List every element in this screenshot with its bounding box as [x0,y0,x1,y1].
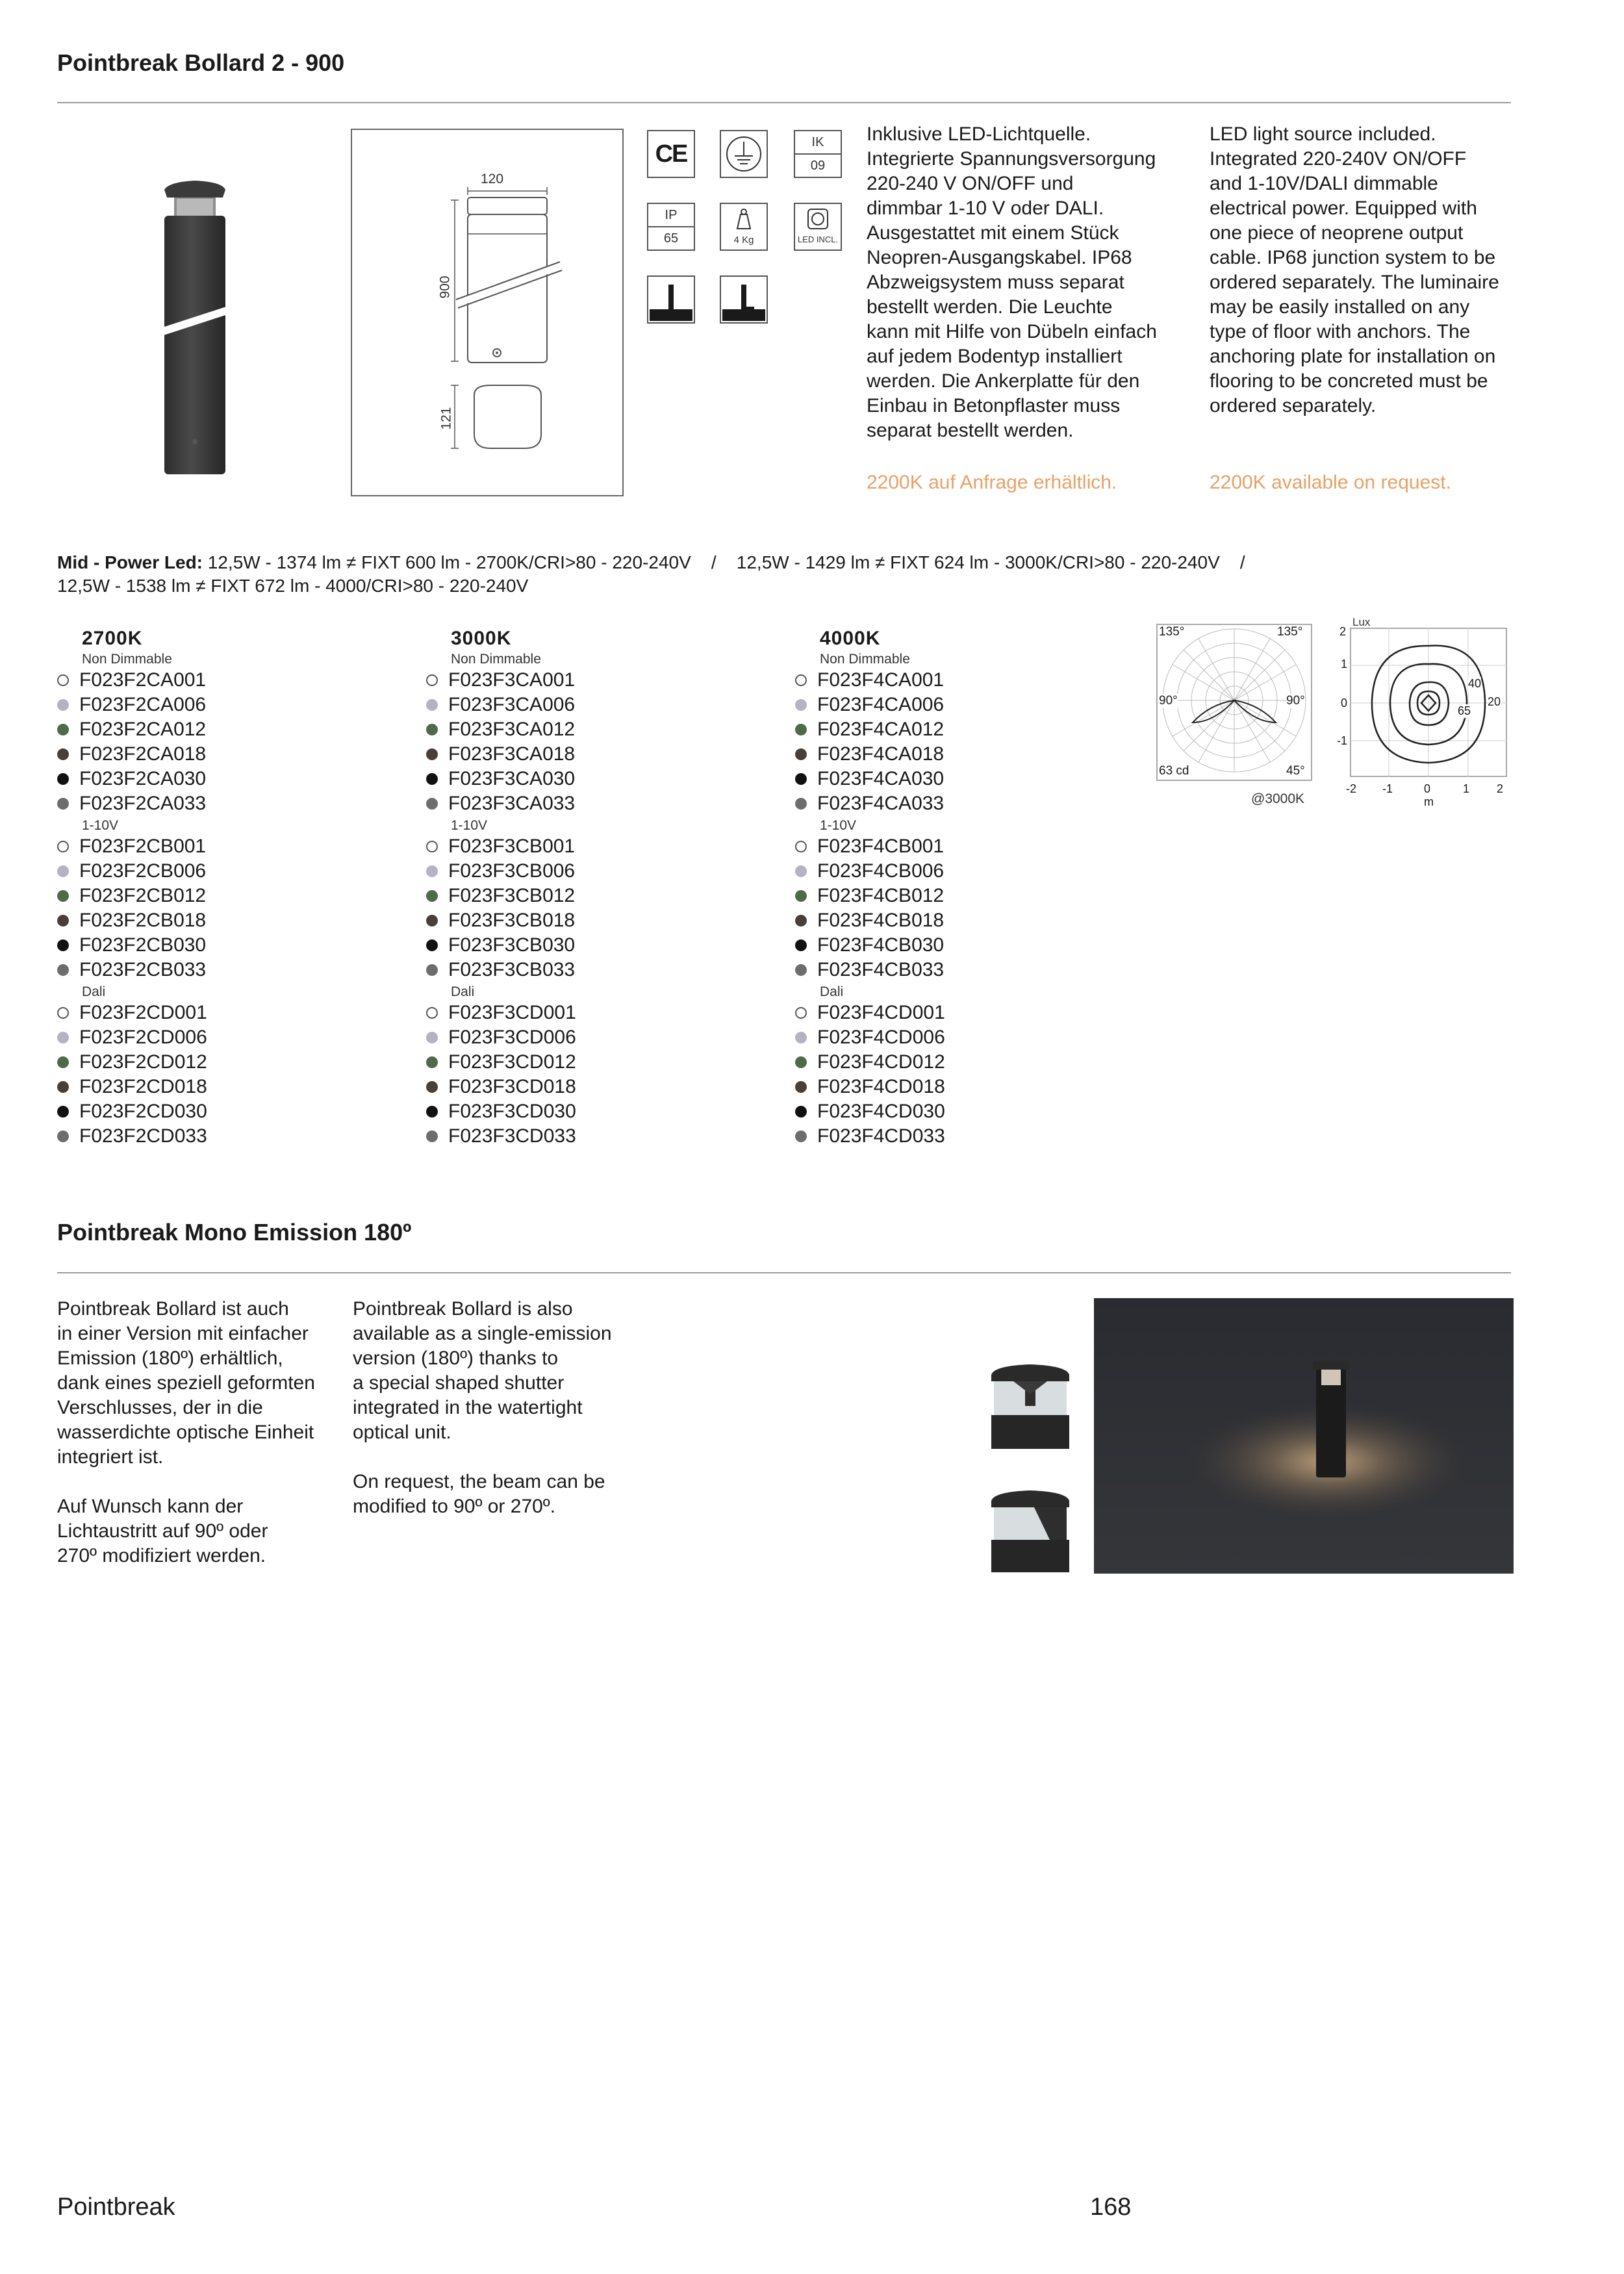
dimming-type-label: 1-10V [82,818,119,833]
description-english-line: may be easily installed on any [1210,296,1470,318]
mono-emission-english-line: optical unit. [353,1422,451,1443]
product-code-row [426,742,576,767]
finish-color-swatch-icon [57,1131,69,1142]
finish-color-swatch-icon [57,798,69,810]
mono-emission-english-line: Pointbreak Bollard is also [353,1298,573,1320]
section-divider [57,1272,1511,1273]
dimension-height: 900 [437,275,453,299]
page-number: 168 [1090,2193,1132,2221]
polar-label-mid-right: 90° [1286,694,1305,708]
finish-color-swatch-icon [795,890,807,902]
product-code-row [426,859,576,884]
description-german-line: Integrierte Spannungsversorgung [867,148,1156,170]
note-2200k-german: 2200K auf Anfrage erhältlich. [867,472,1117,493]
product-code-row [426,884,576,908]
finish-color-swatch-icon [426,773,438,785]
product-code: F023F3CB033 [448,959,576,980]
finish-color-swatch-icon [795,1081,807,1093]
finish-color-swatch-icon [795,674,807,686]
product-code: F023F3CD033 [448,1125,576,1147]
product-code: F023F2CD001 [79,1002,207,1023]
isolux-x-tick-2: 2 [1497,782,1504,795]
mono-emission-english-line: a special shaped shutter [353,1372,565,1394]
product-code: F023F4CA006 [817,694,945,715]
product-code: F023F2CA033 [79,793,207,814]
earth-ground-icon [720,130,768,178]
polar-label-bottom-right: 45° [1286,764,1305,778]
finish-color-swatch-icon [426,915,438,926]
product-code: F023F4CA033 [817,793,945,814]
mono-emission-english-line: version (180º) thanks to [353,1348,559,1369]
finish-color-swatch-icon [795,748,807,760]
mono-emission-german-line: integriert ist. [57,1446,164,1468]
product-code-row [426,1124,576,1149]
product-code-row [57,1001,207,1025]
isolux-y-tick-2: 2 [1339,625,1347,638]
finish-color-swatch-icon [795,1007,807,1019]
product-code-row [57,859,207,884]
product-code-row [426,1050,576,1075]
description-english-line: cable. IP68 junction system to be [1210,247,1496,268]
product-code-row [426,1099,576,1124]
finish-color-swatch-icon [426,964,438,976]
footer-brand: Pointbreak [57,2193,175,2221]
finish-color-swatch-icon [426,890,438,902]
product-code: F023F4CA001 [817,669,945,691]
product-code-row [426,958,576,982]
product-code: F023F4CD033 [817,1125,945,1147]
product-code: F023F2CB012 [79,885,207,906]
finish-color-swatch-icon [795,915,807,926]
product-code-row [795,742,945,767]
finish-color-swatch-icon [57,1081,69,1093]
product-code-row [795,1025,945,1050]
product-code: F023F3CB030 [448,934,576,956]
polar-label-mid-left: 90° [1159,694,1178,708]
isolux-unit: Lux [1352,616,1371,628]
finish-color-swatch-icon [426,674,438,686]
mono-emission-german-line: Lichtaustritt auf 90º oder [57,1520,268,1542]
product-code-row [426,933,576,958]
product-code-row [57,1075,207,1099]
isolux-x-unit: m [1424,795,1434,808]
product-code-row [795,1099,945,1124]
color-temperature-heading: 2700K [82,628,143,649]
product-code: F023F2CB033 [79,959,207,980]
mono-emission-detail-image-1 [987,1362,1073,1449]
finish-color-swatch-icon [57,1032,69,1043]
page-title: Pointbreak Bollard 2 - 900 [57,49,345,76]
product-code: F023F3CD030 [448,1101,576,1122]
product-code-row [57,767,207,791]
finish-color-swatch-icon [795,724,807,735]
description-english-line: ordered separately. The luminaire [1210,272,1499,293]
isolux-label-65: 65 [1458,704,1471,717]
product-code: F023F2CD018 [79,1076,207,1097]
dimming-type-label: Dali [451,984,475,999]
finish-color-swatch-icon [426,1081,438,1093]
finish-color-swatch-icon [57,748,69,760]
mono-emission-night-photo [1094,1298,1514,1574]
product-code: F023F4CB012 [817,885,945,906]
product-code-row [57,1124,207,1149]
finish-color-swatch-icon [426,724,438,735]
mono-emission-detail-image-2 [987,1487,1073,1572]
finish-color-swatch-icon [57,865,69,877]
isolux-x-tick-0: 0 [1424,782,1431,795]
ip-rating-icon: IP 65 [647,203,695,251]
finish-color-swatch-icon [426,1131,438,1142]
isolux-x-tick-1: 1 [1463,782,1470,795]
isolux-y-tick-0: 0 [1341,696,1348,709]
finish-color-swatch-icon [57,674,69,686]
dimming-type-label: Dali [82,984,106,999]
description-german-line: Einbau in Betonpflaster muss [867,395,1121,416]
polar-label-cd: 63 cd [1159,764,1189,778]
description-english-line: anchoring plate for installation on [1210,346,1496,367]
power-spec [57,551,1512,598]
isolux-y-tick-minus-1: -1 [1337,734,1348,747]
product-code-row [795,884,945,908]
dimension-base: 121 [438,407,454,430]
finish-color-swatch-icon [426,841,438,852]
product-code: F023F3CA030 [448,768,576,789]
column-3000k [426,628,576,1149]
finish-color-swatch-icon [795,964,807,976]
product-code-row [426,1001,576,1025]
product-code: F023F3CA018 [448,743,576,765]
description-english-line: electrical power. Equipped with [1210,198,1477,219]
mono-emission-german-line: 270º modifiziert werden. [57,1545,266,1566]
product-code: F023F2CB006 [79,860,207,882]
finish-color-swatch-icon [426,1056,438,1068]
description-english-line: one piece of neoprene output [1210,222,1464,244]
product-code-row [426,834,576,859]
spec-line-1: 12,5W - 1374 lm ≠ FIXT 600 lm - 2700K/CRI>80 - 220-240V / 12,5W - 1429 lm ≠ FIXT 624 lm - 3000K/CRI>80 - 220-240V / [203,552,1245,572]
product-code-row [426,767,576,791]
finish-color-swatch-icon [57,964,69,976]
finish-color-swatch-icon [426,748,438,760]
product-code: F023F4CA012 [817,719,945,740]
finish-color-swatch-icon [795,1032,807,1043]
product-code: F023F3CA006 [448,694,576,715]
mono-emission-german-line: Verschlusses, der in die [57,1397,263,1418]
product-code: F023F3CB018 [448,910,576,931]
product-code: F023F2CD030 [79,1101,207,1122]
description-german-line: auf jedem Bodentyp installiert [867,346,1123,367]
finish-color-swatch-icon [57,724,69,735]
product-code: F023F2CB030 [79,934,207,956]
finish-color-swatch-icon [426,865,438,877]
description-german-line: Neopren-Ausgangskabel. IP68 [867,247,1132,268]
product-code: F023F2CA001 [79,669,207,691]
product-code: F023F2CA018 [79,743,207,765]
description-english [1210,122,1515,418]
note-2200k-english: 2200K available on request. [1210,472,1451,493]
finish-color-swatch-icon [57,1007,69,1019]
dimming-type-label: Non Dimmable [82,652,172,667]
mono-emission-german-line: Auf Wunsch kann der [57,1496,244,1517]
description-german-line: Ausgestattet mit einem Stück [867,222,1119,244]
finish-color-swatch-icon [795,798,807,810]
installation-icon [647,275,695,324]
mono-emission-german-line: dank eines speziell geformten [57,1372,315,1394]
polar-label-top-left: 135° [1159,625,1185,639]
dimming-type-label: 1-10V [820,818,857,833]
finish-color-swatch-icon [57,699,69,711]
product-code-row [57,668,207,693]
description-german-line: 220-240 V ON/OFF und [867,173,1074,194]
product-code: F023F2CD012 [79,1051,207,1073]
description-german-line: kann mit Hilfe von Dübeln einfach [867,321,1157,342]
mono-emission-english-line: available as a single-emission [353,1323,612,1344]
product-code: F023F4CA018 [817,743,945,765]
product-code-row [426,717,576,742]
isolux-diagram [1350,628,1507,777]
product-code-row [795,958,945,982]
product-code-row [795,1075,945,1099]
mono-emission-english-line [353,1445,639,1470]
product-code: F023F3CA001 [448,669,576,691]
column-2700k [57,628,207,1149]
product-code: F023F4CD018 [817,1076,945,1097]
spec-line-2: 12,5W - 1538 lm ≠ FIXT 672 lm - 4000/CRI>80 - 220-240V [57,576,529,596]
product-code: F023F2CA012 [79,719,207,740]
product-code-row [57,1050,207,1075]
product-code: F023F4CB006 [817,860,945,882]
description-english-line: LED light source included. [1210,123,1436,145]
product-code-row [426,668,576,693]
product-code-row [57,933,207,958]
isolux-x-tick-minus-2: -2 [1346,782,1357,795]
finish-color-swatch-icon [795,1106,807,1118]
product-code-row [795,859,945,884]
product-code: F023F4CD001 [817,1002,945,1023]
finish-color-swatch-icon [795,865,807,877]
bollard-product-image [143,175,247,481]
description-english-line: and 1-10V/DALI dimmable [1210,173,1438,194]
finish-color-swatch-icon [795,1131,807,1142]
product-code-row [57,717,207,742]
product-code: F023F2CA030 [79,768,207,789]
product-code-row [426,1075,576,1099]
finish-color-swatch-icon [426,1007,438,1019]
product-code: F023F4CB033 [817,959,945,980]
mono-emission-english-line: On request, the beam can be [353,1471,605,1492]
description-english-line: Integrated 220-240V ON/OFF [1210,148,1467,170]
product-code: F023F4CD006 [817,1027,945,1048]
product-code: F023F3CA033 [448,793,576,814]
product-code: F023F3CB001 [448,836,576,857]
product-code: F023F3CB012 [448,885,576,906]
finish-color-swatch-icon [795,773,807,785]
finish-color-swatch-icon [57,773,69,785]
description-english-line: flooring to be concreted must be [1210,370,1488,392]
product-code: F023F4CB018 [817,910,945,931]
product-code-row [795,791,945,816]
description-english-line: type of floor with anchors. The [1210,321,1471,342]
mono-emission-german [57,1297,343,1568]
product-code: F023F4CA030 [817,768,945,789]
isolux-label-20: 20 [1488,695,1501,708]
product-code-row [795,933,945,958]
product-code-row [795,767,945,791]
finish-color-swatch-icon [795,939,807,951]
dimming-type-label: Non Dimmable [451,652,541,667]
product-code-row [57,1025,207,1050]
weight-icon: 4 Kg [720,203,768,251]
product-code-row [426,908,576,933]
description-english-line: ordered separately. [1210,395,1377,416]
product-code: F023F4CD012 [817,1051,945,1073]
finish-color-swatch-icon [795,1056,807,1068]
description-german-line: Abzweigsystem muss separat [867,272,1124,293]
product-code-row [57,1099,207,1124]
description-german-line: bestellt werden. Die Leuchte [867,296,1113,318]
product-code-row [795,834,945,859]
spec-label: Mid - Power Led: [57,552,203,572]
anchor-plate-icon [720,275,768,324]
polar-caption: @3000K [1251,791,1305,806]
finish-color-swatch-icon [426,1106,438,1118]
mono-emission-english-line: modified to 90º or 270º. [353,1496,556,1517]
description-german-line: werden. Die Ankerplatte für den [867,370,1140,392]
ik-rating-icon: IK 09 [794,130,842,178]
product-code-row [426,1025,576,1050]
finish-color-swatch-icon [426,699,438,711]
isolux-label-40: 40 [1468,677,1482,690]
product-code: F023F3CD006 [448,1027,576,1048]
description-german-line: Inklusive LED-Lichtquelle. [867,123,1091,145]
product-code-row [426,791,576,816]
product-code: F023F3CD018 [448,1076,576,1097]
product-code: F023F2CB001 [79,836,207,857]
polar-label-top-right: 135° [1277,625,1303,639]
description-german-line: dimmbar 1-10 V oder DALI. [867,198,1104,219]
dimension-width: 120 [481,172,504,186]
isolux-y-tick-1: 1 [1341,658,1348,671]
mono-emission-german-line: wasserdichte optische Einheit [57,1422,314,1443]
finish-color-swatch-icon [57,841,69,852]
product-code-row [795,668,945,693]
product-code-row [57,884,207,908]
product-code: F023F4CD030 [817,1101,945,1122]
product-code-row [795,693,945,717]
product-code: F023F2CD033 [79,1125,207,1147]
product-code-row [57,958,207,982]
product-code-row [795,1001,945,1025]
finish-color-swatch-icon [426,1032,438,1043]
title-divider [57,102,1511,103]
dimming-type-label: Non Dimmable [820,652,910,667]
product-code-row [57,834,207,859]
product-code: F023F4CB001 [817,836,945,857]
product-code-row [57,693,207,717]
isolux-x-tick-minus-1: -1 [1382,782,1393,795]
finish-color-swatch-icon [795,841,807,852]
dimming-type-label: Dali [820,984,844,999]
mono-emission-german-line: Pointbreak Bollard ist auch [57,1298,289,1320]
finish-color-swatch-icon [57,915,69,926]
color-temperature-heading: 3000K [451,628,512,649]
product-code: F023F3CA012 [448,719,576,740]
product-code: F023F2CA006 [79,694,207,715]
finish-color-swatch-icon [795,699,807,711]
product-code-row [426,693,576,717]
product-code: F023F2CB018 [79,910,207,931]
column-4000k [795,628,945,1149]
product-code-row [57,742,207,767]
ce-mark-icon: CE [647,130,695,178]
product-code: F023F4CB030 [817,934,945,956]
product-code: F023F3CD012 [448,1051,576,1073]
finish-color-swatch-icon [57,939,69,951]
mono-emission-german-line [57,1470,343,1494]
finish-color-swatch-icon [57,890,69,902]
product-code: F023F3CD001 [448,1002,576,1023]
product-code: F023F2CD006 [79,1027,207,1048]
product-code-row [57,791,207,816]
product-code-row [795,717,945,742]
mono-emission-english [353,1297,639,1519]
mono-emission-german-line: Emission (180º) erhältlich, [57,1348,283,1369]
finish-color-swatch-icon [426,939,438,951]
section-title-mono-emission: Pointbreak Mono Emission 180º [57,1219,412,1246]
product-code-row [795,1050,945,1075]
led-included-icon: LED INCL. [794,203,842,251]
finish-color-swatch-icon [426,798,438,810]
description-german [867,122,1191,443]
description-german-line: separat bestellt werden. [867,420,1074,441]
finish-color-swatch-icon [57,1106,69,1118]
color-temperature-heading: 4000K [820,628,881,649]
product-code-row [795,1124,945,1149]
mono-emission-german-line: in einer Version mit einfacher [57,1323,309,1344]
dimming-type-label: 1-10V [451,818,488,833]
product-code: F023F3CB006 [448,860,576,882]
product-code-row [795,908,945,933]
mono-emission-english-line: integrated in the watertight [353,1397,583,1418]
product-code-row [57,908,207,933]
finish-color-swatch-icon [57,1056,69,1068]
